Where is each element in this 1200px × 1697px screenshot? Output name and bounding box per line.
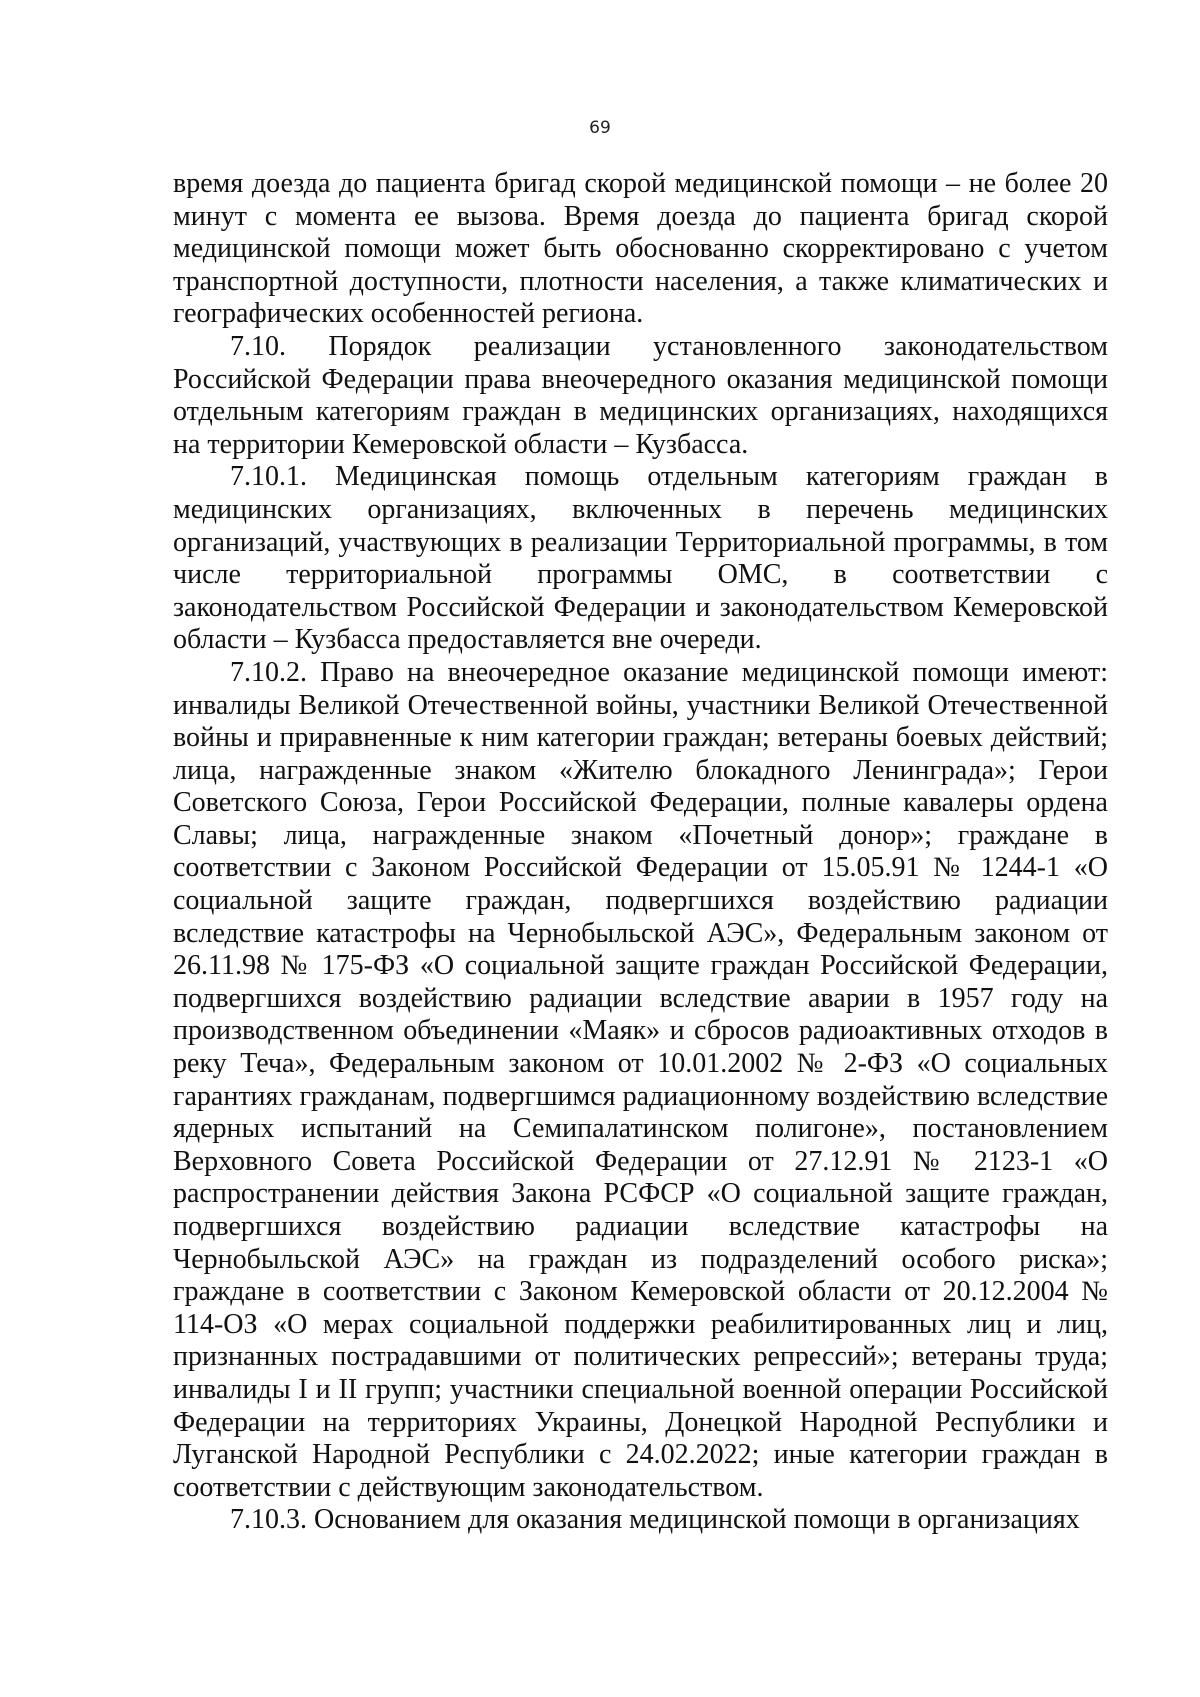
document-body [173, 168, 1108, 1537]
paragraph-7-10-1: 7.10.1. Медицинская помощь отдельным категориям граждан в медицинских организациях, включенных в перечень медицинских организаций, участвующих в реализации Территориальной программы, в том числе территориальной программы ОМС, в соответствии с законодательством Российской Федерации и законодательством Кемеровской области – Кузбасса предоставляется вне очереди. [173, 461, 1108, 656]
paragraph-7-10: 7.10. Порядок реализации установленного законодательством Российской Федерации права внеочередного оказания медицинской помощи отдельным категориям граждан в медицинских организациях, находящихся на территории Кемеровской области – Кузбасса. [173, 330, 1108, 460]
page-number: 69 [589, 118, 611, 138]
paragraph-7-10-2: 7.10.2. Право на внеочередное оказание медицинской помощи имеют: инвалиды Великой Отечественной войны, участники Великой Отечественной войны и приравненные к ним категории граждан; ветераны боевых действий; лица, награжденные знаком «Жителю блокадного Ленинграда»; Герои Советского Союза, Герои Российской Федерации, полные кавалеры ордена Славы; лица, награжденные знаком «Почетный донор»; граждане в соответствии с Законом Российской Федерации от 15.05.91 № 1244-1 «О социальной защите граждан, подвергшихся воздействию радиации вследствие катастрофы на Чернобыльской АЭС», Федеральным законом от 26.11.98 № 175-ФЗ «О социальной защите граждан Российской Федерации, подвергшихся воздействию радиации вследствие аварии в 1957 году на производственном объединении «Маяк» и сбросов радиоактивных отходов в реку Теча», Федеральным законом от 10.01.2002 № 2-ФЗ «О социальных гарантиях гражданам, подвергшимся радиационному воздействию вследствие ядерных испытаний на Семипалатинском полигоне», постановлением Верховного Совета Российской Федерации от 27.12.91 № 2123-1 «О распространении действия Закона РСФСР «О социальной защите граждан, подвергшихся воздействию радиации вследствие катастрофы на Чернобыльской АЭС» на граждан из подразделений особого риска»; граждане в соответствии с Законом Кемеровской области от 20.12.2004 № 114-ОЗ «О мерах социальной поддержки реабилитированных лиц и лиц, признанных пострадавшими от политических репрессий»; ветераны труда; инвалиды I и II групп; участники специальной военной операции Российской Федерации на территориях Украины, Донецкой Народной Республики и Луганской Народной Республики с 24.02.2022; иные категории граждан в соответствии с действующим законодательством. [173, 656, 1108, 1503]
paragraph-travel-time: время доезда до пациента бригад скорой медицинской помощи – не более 20 минут с момента ее вызова. Время доезда до пациента бригад скорой медицинской помощи может быть обоснованно скорректировано с учетом транспортной доступности, плотности населения, а также климатических и географических особенностей региона. [173, 168, 1108, 330]
paragraph-7-10-3: 7.10.3. Основанием для оказания медицинской помощи в организациях [230, 1504, 1080, 1536]
